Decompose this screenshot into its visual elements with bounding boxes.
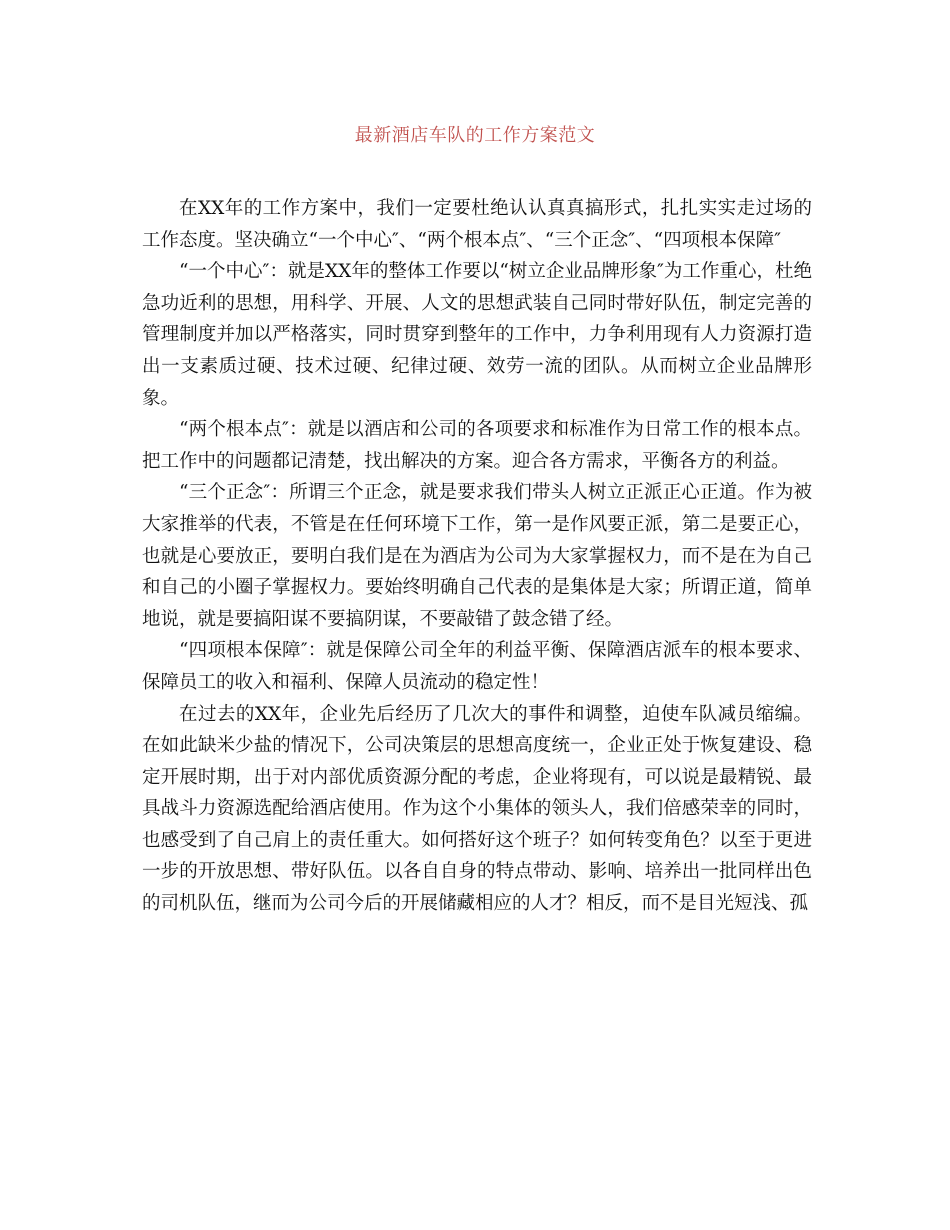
document-title: 最新酒店车队的工作方案范文: [354, 125, 596, 146]
paragraph-intro: 在XX年的工作方案中，我们一定要杜绝认认真真搞形式，扎扎实实走过场的工作态度。坚决确立“一个中心″、“两个根本点″、“三个正念″、“四项根本保障″: [142, 198, 812, 251]
paragraph-three-principles: “三个正念″：所谓三个正念，就是要求我们带头人树立正派正心正道。作为被大家推举的代表，不管是在任何环境下工作，第一是作风要正派，第二是要正心，也就是心要放正，要明白我们是在为酒店为公司为大家掌握权力，而不是在为自己和自己的小圈子掌握权力。要始终明确自己代表的是集体是大家；所谓正道，简单地说，就是要搞阳谋不要搞阴谋，不要敲错了鼓念错了经。: [142, 482, 812, 630]
paragraph-past-year: 在过去的XX年，企业先后经历了几次大的事件和调整，迫使车队减员缩编。在如此缺米少盐的情况下，公司决策层的思想高度统一，企业正处于恢复建设、稳定开展时期，出于对内部优质资源分配的考虑，企业将现有，可以说是最精锐、最具战斗力资源选配给酒店使用。作为这个小集体的领头人，我们倍感荣幸的同时，也感受到了自己肩上的责任重大。如何搭好这个班子？如何转变角色？以至于更进一步的开放思想、带好队伍。以各自自身的特点带动、影响、培养出一批同样出色的司机队伍，继而为公司今后的开展储藏相应的人才？相反，而不是目光短浅、孤: [142, 703, 812, 915]
paragraph-four-guarantees: “四项根本保障″：就是保障公司全年的利益平衡、保障酒店派车的根本要求、保障员工的收入和福利、保障人员流动的稳定性！: [142, 640, 812, 693]
paragraph-two-basics: “两个根本点″：就是以酒店和公司的各项要求和标准作为日常工作的根本点。把工作中的问题都记清楚，找出解决的方案。迎合各方需求，平衡各方的利益。: [142, 419, 812, 472]
paragraph-one-center: “一个中心″：就是XX年的整体工作要以“树立企业品牌形象″为工作重心，杜绝急功近利的思想，用科学、开展、人文的思想武装自己同时带好队伍，制定完善的管理制度并加以严格落实，同时贯穿到整年的工作中，力争利用现有人力资源打造出一支素质过硬、技术过硬、纪律过硬、效劳一流的团队。从而树立企业品牌形象。: [142, 261, 812, 409]
document-body: [142, 193, 812, 920]
